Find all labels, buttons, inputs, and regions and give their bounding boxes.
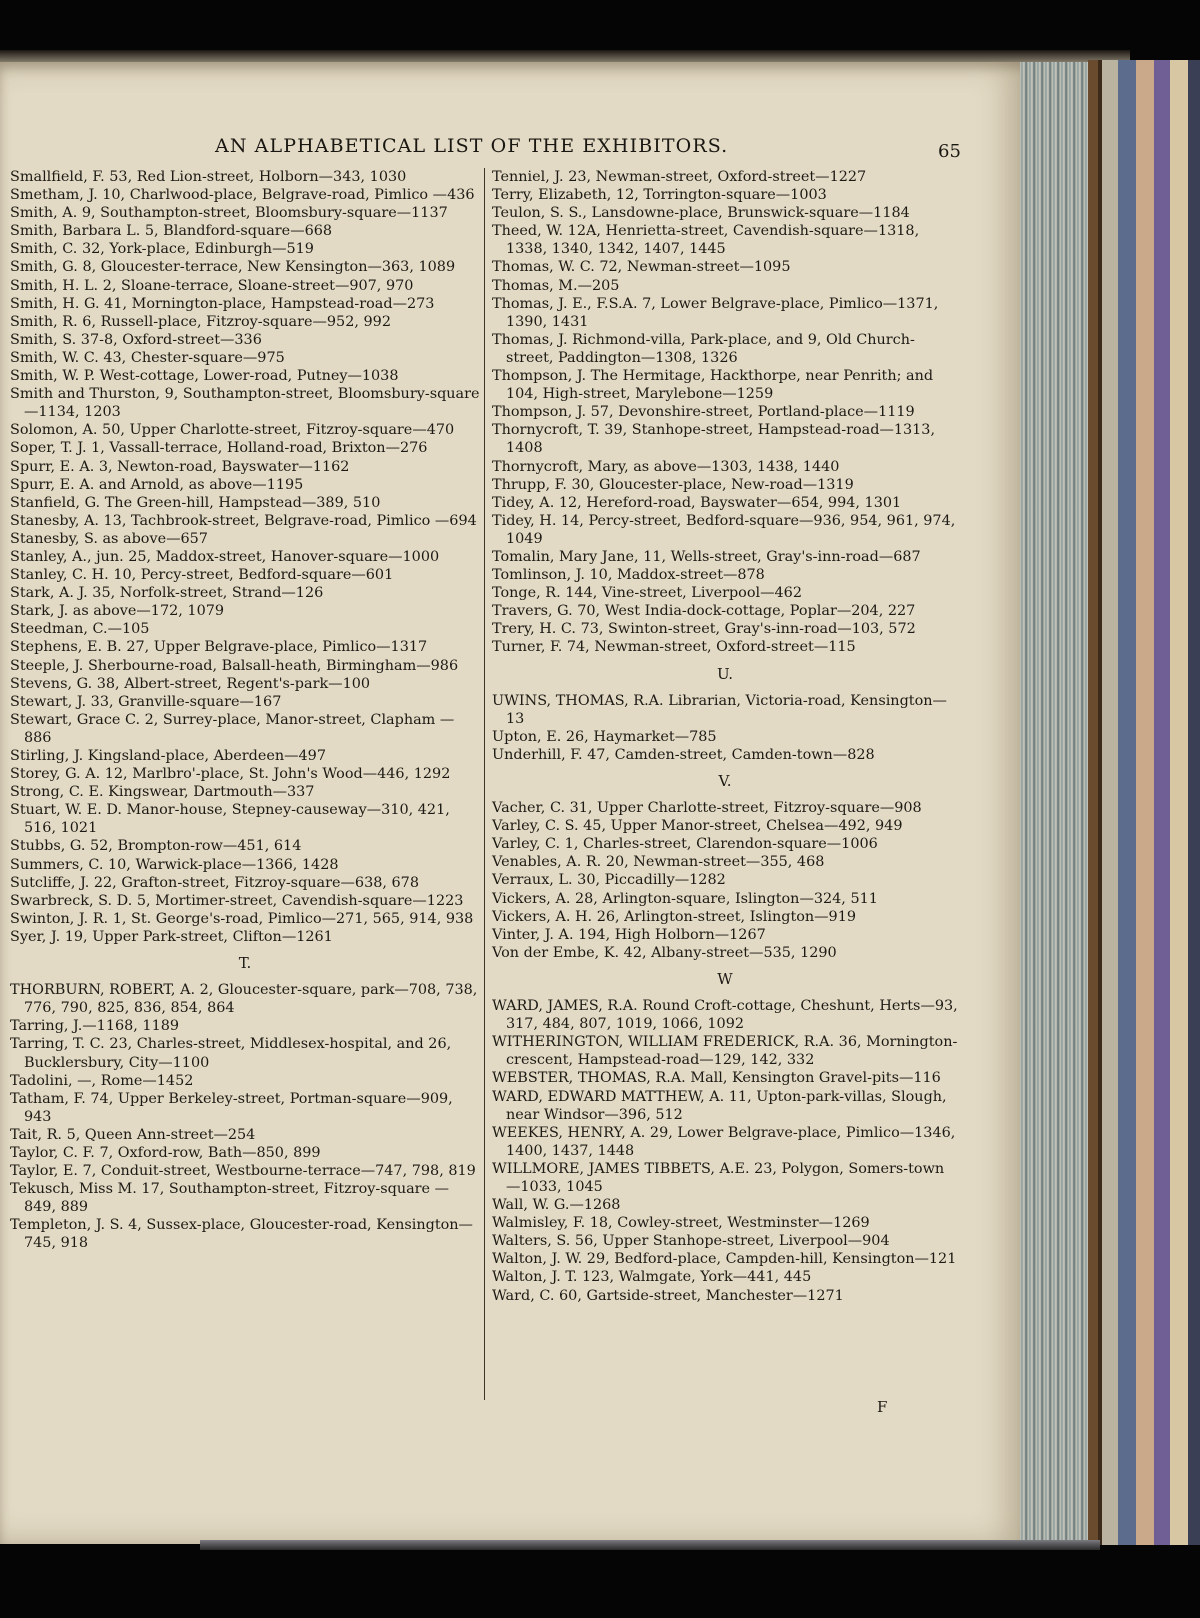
exhibitor-entry: Spurr, E. A. 3, Newton-road, Bayswater—1162 [10,458,350,475]
exhibitor-entry: Stewart, Grace C. 2, Surrey-place, Manor-street, Clapham —886 [10,711,455,746]
exhibitor-entry: Vickers, A. H. 26, Arlington-street, Islington—919 [492,908,857,925]
exhibitor-entry: Stark, J. as above—172, 1079 [10,603,225,620]
exhibitor-entry: Vinter, J. A. 194, High Holborn—1267 [492,926,766,943]
page-fore-edge [1020,62,1088,1542]
exhibitor-entry: Walton, J. T. 123, Walmgate, York—441, 445 [492,1269,812,1286]
exhibitor-entry: Swarbreck, S. D. 5, Mortimer-street, Cavendish-square—1223 [10,892,464,909]
exhibitor-entry: Stark, A. J. 35, Norfolk-street, Strand—126 [10,585,324,602]
exhibitor-entry: Walton, J. W. 29, Bedford-place, Campden-hill, Kensington—121 [492,1251,957,1268]
exhibitor-entry: Smith, H. G. 41, Mornington-place, Hampstead-road—273 [10,295,435,312]
running-header: AN ALPHABETICAL LIST OF THE EXHIBITORS. [215,135,729,157]
exhibitor-entry: WITHERINGTON, WILLIAM FREDERICK, R.A. 36, Mornington-crescent, Hampstead-road—129, 142, 332 [492,1034,958,1069]
exhibitor-entry: Venables, A. R. 20, Newman-street—355, 468 [492,854,825,871]
page-bottom-edge [200,1540,1100,1550]
exhibitor-entry: Stevens, G. 38, Albert-street, Regent's-park—100 [10,675,371,692]
exhibitor-entry: Thompson, J. 57, Devonshire-street, Portland-place—1119 [492,404,915,421]
exhibitor-entry: Sutcliffe, J. 22, Grafton-street, Fitzroy-square—638, 678 [10,874,419,891]
exhibitor-entry: Thornycroft, Mary, as above—1303, 1438, 1440 [492,458,840,475]
exhibitor-entry: Tait, R. 5, Queen Ann-street—254 [10,1126,256,1143]
exhibitor-entry: Upton, E. 26, Haymarket—785 [492,728,717,745]
exhibitor-entry: Smith, C. 32, York-place, Edinburgh—519 [10,241,314,258]
exhibitor-entry: Stanley, A., jun. 25, Maddox-street, Hanover-square—1000 [10,548,440,565]
exhibitor-entry: Taylor, C. F. 7, Oxford-row, Bath—850, 899 [10,1144,321,1161]
right-column [492,168,958,1305]
exhibitor-entry: Terry, Elizabeth, 12, Torrington-square—1003 [492,187,827,204]
exhibitor-entry: WILLMORE, JAMES TIBBETS, A.E. 23, Polygon, Somers-town—1033, 1045 [492,1160,945,1195]
exhibitor-entry: Tatham, F. 74, Upper Berkeley-street, Portman-square—909, 943 [10,1090,453,1125]
exhibitor-entry: Tadolini, —, Rome—1452 [10,1072,194,1089]
exhibitor-entry: Wall, W. G.—1268 [492,1197,621,1214]
exhibitor-entry: Tarring, T. C. 23, Charles-street, Middlesex-hospital, and 26, Bucklersbury, City—1100 [10,1036,452,1071]
exhibitor-entry: Thornycroft, T. 39, Stanhope-street, Hampstead-road—1313, 1408 [492,422,936,457]
column-rule [484,168,485,1400]
exhibitor-entry: Smetham, J. 10, Charlwood-place, Belgrave-road, Pimlico —436 [10,187,475,204]
exhibitor-entry: Taylor, E. 7, Conduit-street, Westbourne-terrace—747, 798, 819 [10,1163,476,1180]
exhibitor-entry: Theed, W. 12A, Henrietta-street, Cavendish-square—1318, 1338, 1340, 1342, 1407, 1445 [492,223,920,258]
exhibitor-entry: Soper, T. J. 1, Vassall-terrace, Holland-road, Brixton—276 [10,440,428,457]
exhibitor-entry: Syer, J. 19, Upper Park-street, Clifton—1261 [10,928,333,945]
marbled-cover-edge [1088,60,1200,1545]
exhibitor-entry: Stanley, C. H. 10, Percy-street, Bedford-square—601 [10,567,394,584]
exhibitor-entry: Smith, Barbara L. 5, Blandford-square—668 [10,223,333,240]
exhibitor-entry: Turner, F. 74, Newman-street, Oxford-street—115 [492,639,856,656]
exhibitor-entry: Smith, W. P. West-cottage, Lower-road, Putney—1038 [10,368,399,385]
signature-mark: F [877,1398,888,1416]
exhibitor-entry: Von der Embe, K. 42, Albany-street—535, 1290 [492,944,837,961]
exhibitor-entry: Smith and Thurston, 9, Southampton-street, Bloomsbury-square—1134, 1203 [10,386,480,421]
exhibitor-entry: Spurr, E. A. and Arnold, as above—1195 [10,476,304,493]
exhibitor-entry: Steedman, C.—105 [10,621,150,638]
exhibitor-entry: WARD, EDWARD MATTHEW, A. 11, Upton-park-villas, Slough, near Windsor—396, 512 [492,1088,947,1123]
exhibitor-entry: Thompson, J. The Hermitage, Hackthorpe, near Penrith; and 104, High-street, Marylebone—1259 [492,368,934,403]
exhibitor-entry: Smith, H. L. 2, Sloane-terrace, Sloane-street—907, 970 [10,277,414,294]
exhibitor-entry: Stirling, J. Kingsland-place, Aberdeen—497 [10,748,326,764]
exhibitor-entry: Thomas, W. C. 72, Newman-street—1095 [492,259,791,276]
exhibitor-entry: Stephens, E. B. 27, Upper Belgrave-place, Pimlico—1317 [10,639,428,656]
exhibitor-entry: Thrupp, F. 30, Gloucester-place, New-road—1319 [492,476,854,493]
exhibitor-entry: Strong, C. E. Kingswear, Dartmouth—337 [10,784,315,801]
exhibitor-entry: Stuart, W. E. D. Manor-house, Stepney-causeway—310, 421, 516, 1021 [10,802,450,837]
exhibitor-entry: Tonge, R. 144, Vine-street, Liverpool—462 [492,585,802,602]
exhibitor-entry: Stanesby, S. as above—657 [10,530,208,547]
exhibitor-entry: Tomlinson, J. 10, Maddox-street—878 [492,567,765,584]
exhibitor-entry: Tidey, H. 14, Percy-street, Bedford-square—936, 954, 961, 974, 1049 [492,512,956,547]
section-heading: T. [238,954,252,973]
page-number: 65 [938,141,961,162]
exhibitor-entry: Stanfield, G. The Green-hill, Hampstead—389, 510 [10,494,381,511]
exhibitor-entry: Smallfield, F. 53, Red Lion-street, Holborn—343, 1030 [10,169,407,185]
exhibitor-entry: Tenniel, J. 23, Newman-street, Oxford-street—1227 [492,169,867,185]
exhibitor-entry: Trery, H. C. 73, Swinton-street, Gray's-inn-road—103, 572 [492,621,916,638]
exhibitor-entry: Thomas, M.—205 [492,277,620,294]
exhibitor-entry: Varley, C. S. 45, Upper Manor-street, Chelsea—492, 949 [492,818,903,835]
exhibitor-entry: Stewart, J. 33, Granville-square—167 [10,693,282,710]
exhibitor-entry: Verraux, L. 30, Piccadilly—1282 [492,872,726,889]
exhibitor-entry: Tomalin, Mary Jane, 11, Wells-street, Gray's-inn-road—687 [492,548,921,565]
exhibitor-entry: THORBURN, ROBERT, A. 2, Gloucester-square, park—708, 738, 776, 790, 825, 836, 854, 864 [10,982,478,1017]
exhibitor-entry: Templeton, J. S. 4, Sussex-place, Gloucester-road, Kensington—745, 918 [10,1217,473,1252]
exhibitor-entry: Travers, G. 70, West India-dock-cottage, Poplar—204, 227 [492,603,916,620]
exhibitor-entry: Smith, G. 8, Gloucester-terrace, New Kensington—363, 1089 [10,259,456,276]
section-heading: W [717,969,733,988]
exhibitor-entry: Varley, C. 1, Charles-street, Clarendon-square—1006 [492,836,878,853]
exhibitor-entry: Swinton, J. R. 1, St. George's-road, Pimlico—271, 565, 914, 938 [10,910,474,927]
exhibitor-entry: Smith, W. C. 43, Chester-square—975 [10,349,285,366]
exhibitor-entry: Stubbs, G. 52, Brompton-row—451, 614 [10,838,302,855]
exhibitor-entry: WARD, JAMES, R.A. Round Croft-cottage, Cheshunt, Herts—93, 317, 484, 807, 1019, 1066, 1092 [492,998,958,1033]
exhibitor-entry: Vacher, C. 31, Upper Charlotte-street, Fitzroy-square—908 [492,800,922,817]
exhibitor-entry: Tekusch, Miss M. 17, Southampton-street, Fitzroy-square —849, 889 [10,1181,450,1216]
exhibitor-entry: Storey, G. A. 12, Marlbro'-place, St. John's Wood—446, 1292 [10,766,451,783]
exhibitor-entry: Walmisley, F. 18, Cowley-street, Westminster—1269 [492,1215,870,1232]
exhibitor-entry: Steeple, J. Sherbourne-road, Balsall-heath, Birmingham—986 [10,657,459,674]
left-column [10,168,480,1253]
section-heading: V. [718,772,732,790]
exhibitor-entry: Stanesby, A. 13, Tachbrook-street, Belgrave-road, Pimlico —694 [10,512,477,529]
exhibitor-entry: Thomas, J. E., F.S.A. 7, Lower Belgrave-place, Pimlico—1371, 1390, 1431 [492,295,939,330]
exhibitor-entry: WEEKES, HENRY, A. 29, Lower Belgrave-place, Pimlico—1346, 1400, 1437, 1448 [492,1124,956,1159]
exhibitor-entry: Vickers, A. 28, Arlington-square, Islington—324, 511 [492,890,878,907]
exhibitor-entry: Summers, C. 10, Warwick-place—1366, 1428 [10,856,339,873]
exhibitor-entry: Underhill, F. 47, Camden-street, Camden-town—828 [492,746,875,763]
exhibitor-entry: Walters, S. 56, Upper Stanhope-street, Liverpool—904 [492,1233,890,1250]
exhibitor-entry: Ward, C. 60, Gartside-street, Manchester—1271 [492,1287,844,1304]
exhibitor-entry: Smith, S. 37-8, Oxford-street—336 [10,331,262,348]
exhibitor-entry: Thomas, J. Richmond-villa, Park-place, and 9, Old Church-street, Paddington—1308, 1326 [492,331,915,366]
exhibitor-entry: Solomon, A. 50, Upper Charlotte-street, Fitzroy-square—470 [10,422,455,439]
exhibitor-entry: Tarring, J.—1168, 1189 [10,1018,180,1035]
exhibitor-entry: Teulon, S. S., Lansdowne-place, Brunswick-square—1184 [492,205,910,222]
exhibitor-entry: Smith, R. 6, Russell-place, Fitzroy-square—952, 992 [10,313,391,330]
section-heading: U. [716,664,734,683]
exhibitor-entry: WEBSTER, THOMAS, R.A. Mall, Kensington Gravel-pits—116 [492,1070,941,1087]
exhibitor-entry: UWINS, THOMAS, R.A. Librarian, Victoria-road, Kensington—13 [492,692,947,727]
exhibitor-entry: Tidey, A. 12, Hereford-road, Bayswater—654, 994, 1301 [492,494,902,511]
exhibitor-entry: Smith, A. 9, Southampton-street, Bloomsbury-square—1137 [10,205,448,222]
